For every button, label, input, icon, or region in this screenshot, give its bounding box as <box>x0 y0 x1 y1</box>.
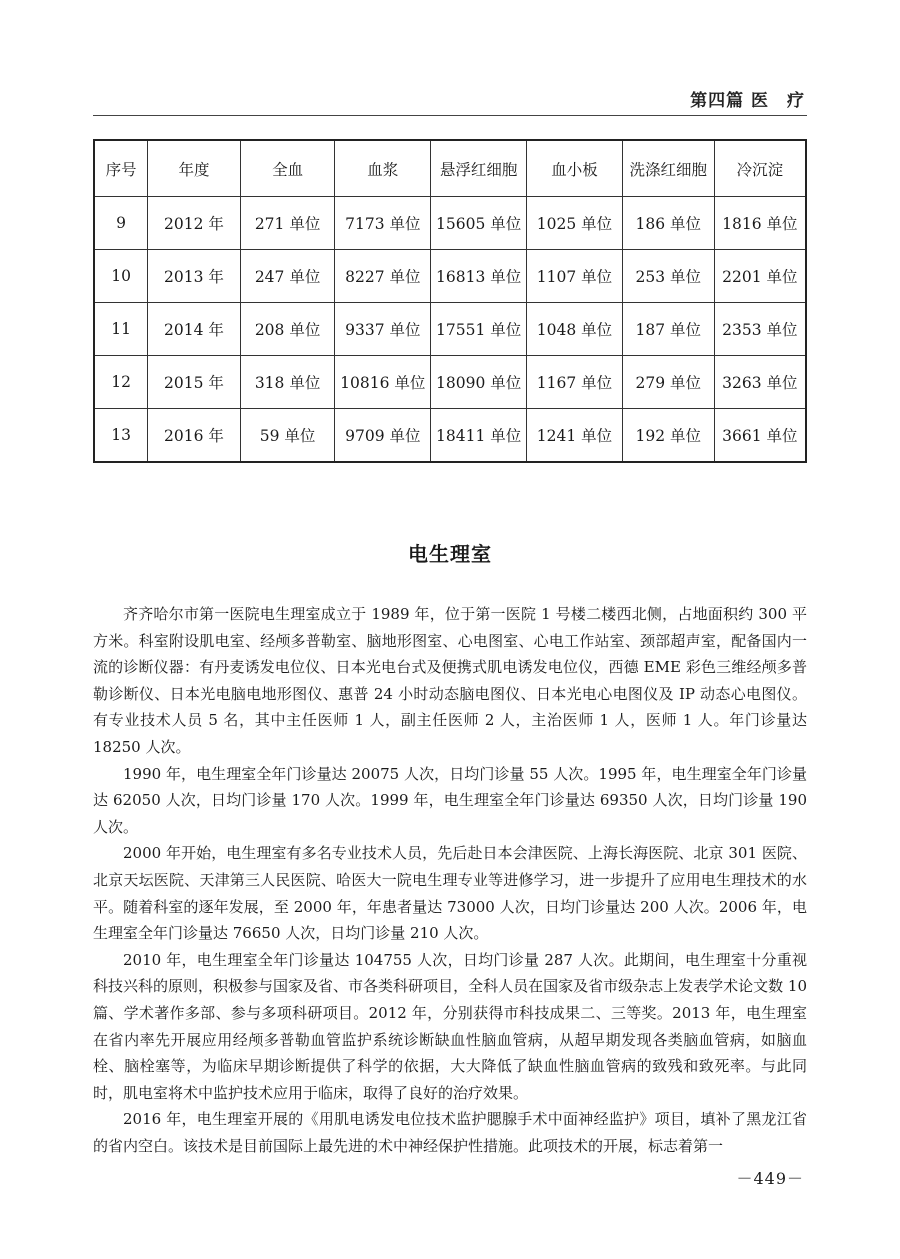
page-number: －449－ <box>736 1169 804 1188</box>
table-row <box>94 409 806 463</box>
table-cell: 10 <box>94 250 148 303</box>
table-cell: 2013 年 <box>148 250 241 303</box>
table-cell: 2353 单位 <box>714 303 806 356</box>
table-cell: 2014 年 <box>148 303 241 356</box>
table-cell: 279 单位 <box>622 356 714 409</box>
table-cell: 2201 单位 <box>714 250 806 303</box>
col-header-suspended-rbc: 悬浮红细胞 <box>431 140 527 197</box>
table-cell: 15605 单位 <box>431 197 527 250</box>
table-cell: 187 单位 <box>622 303 714 356</box>
table-row <box>94 250 806 303</box>
table-cell: 192 单位 <box>622 409 714 463</box>
chapter-title: 第四篇 医 疗 <box>690 91 805 111</box>
table-cell: 1107 单位 <box>527 250 623 303</box>
table-cell: 9709 单位 <box>335 409 431 463</box>
col-header-platelets: 血小板 <box>527 140 623 197</box>
paragraph: 齐齐哈尔市第一医院电生理室成立于 1989 年，位于第一医院 1 号楼二楼西北侧，占地面积约 300 平方米。科室附设肌电室、经颅多普勒室、脑地形图室、心电图室、心电工作站室、颈部超声室，配备国内一流的诊断仪器：有丹麦诱发电位仪、日本光电台式及便携式肌电诱发电位仪，西德 EME 彩色三维经颅多普勒诊断仪、日本光电脑电地形图仪、惠普 24 小时动态脑电图仪、日本光电心电图仪及 IP 动态心电图仪。有专业技术人员 5 名，其中主任医师 1 人，副主任医师 2 人，主治医师 1 人，医师 1 人。年门诊量达 18250 人次。 <box>93 605 807 756</box>
body-text <box>93 601 807 1159</box>
table-cell: 11 <box>94 303 148 356</box>
table-cell: 18411 单位 <box>431 409 527 463</box>
table-cell: 18090 单位 <box>431 356 527 409</box>
table-cell: 1816 单位 <box>714 197 806 250</box>
table-cell: 9337 单位 <box>335 303 431 356</box>
section-title: 电生理室 <box>408 542 492 566</box>
col-header-cryoprecipitate: 冷沉淀 <box>714 140 806 197</box>
table-cell: 8227 单位 <box>335 250 431 303</box>
table-cell: 10816 单位 <box>335 356 431 409</box>
table-cell: 7173 单位 <box>335 197 431 250</box>
col-header-plasma: 血浆 <box>335 140 431 197</box>
table-cell: 2015 年 <box>148 356 241 409</box>
table-header-row <box>94 140 806 197</box>
table-cell: 17551 单位 <box>431 303 527 356</box>
table-cell: 12 <box>94 356 148 409</box>
paragraph: 2000 年开始，电生理室有多名专业技术人员，先后赴日本会津医院、上海长海医院、北京 301 医院、北京天坛医院、天津第三人民医院、哈医大一院电生理专业等进修学习，进一步提升了应用电生理技术的水平。随着科室的逐年发展，至 2000 年，年患者量达 73000 人次，日均门诊量达 200 人次。2006 年，电生理室全年门诊量达 76650 人次，日均门诊量 210 人次。 <box>93 844 807 943</box>
paragraph: 2010 年，电生理室全年门诊量达 104755 人次，日均门诊量 287 人次。此期间，电生理室十分重视科技兴科的原则，积极参与国家及省、市各类科研项目，全科人员在国家及省市级杂志上发表学术论文数 10 篇、学术著作多部、参与多项科研项目。2012 年，分别获得市科技成果二、三等奖。2013 年，电生理室在省内率先开展应用经颅多普勒血管监护系统诊断缺血性脑血管病，从超早期发现各类脑血管病，如脑血栓、脑栓塞等，为临床早期诊断提供了科学的依据，大大降低了缺血性脑血管病的致残和致死率。与此同时，肌电室将术中监护技术应用于临床，取得了良好的治疗效果。 <box>93 950 807 1102</box>
table-cell: 253 单位 <box>622 250 714 303</box>
table-cell: 3263 单位 <box>714 356 806 409</box>
table-cell: 13 <box>94 409 148 463</box>
table-cell: 2012 年 <box>148 197 241 250</box>
table-cell: 1048 单位 <box>527 303 623 356</box>
col-header-washed-rbc: 洗涤红细胞 <box>622 140 714 197</box>
blood-supply-table <box>93 139 807 463</box>
paragraph: 2016 年，电生理室开展的《用肌电诱发电位技术监护腮腺手术中面神经监护》项目，填补了黑龙江省的省内空白。该技术是目前国际上最先进的术中神经保护性措施。此项技术的开展，标志着第一 <box>93 1110 807 1155</box>
table-cell: 186 单位 <box>622 197 714 250</box>
table-cell: 16813 单位 <box>431 250 527 303</box>
table-cell: 2016 年 <box>148 409 241 463</box>
col-header-year: 年度 <box>148 140 241 197</box>
table-cell: 318 单位 <box>240 356 335 409</box>
table-row <box>94 356 806 409</box>
table-cell: 208 单位 <box>240 303 335 356</box>
table-cell: 271 单位 <box>240 197 335 250</box>
col-header-whole-blood: 全血 <box>240 140 335 197</box>
table-cell: 1167 单位 <box>527 356 623 409</box>
table-cell: 247 单位 <box>240 250 335 303</box>
table-cell: 3661 单位 <box>714 409 806 463</box>
paragraph: 1990 年，电生理室全年门诊量达 20075 人次，日均门诊量 55 人次。1995 年，电生理室全年门诊量达 62050 人次，日均门诊量 170 人次。1999 年，电生理室全年门诊量达 69350 人次，日均门诊量 190 人次。 <box>93 764 807 836</box>
table-cell: 1241 单位 <box>527 409 623 463</box>
col-header-index: 序号 <box>94 140 148 197</box>
header-rule <box>93 115 807 116</box>
table-cell: 59 单位 <box>240 409 335 463</box>
table-cell: 9 <box>94 197 148 250</box>
table-cell: 1025 单位 <box>527 197 623 250</box>
running-header <box>93 86 807 112</box>
table-row <box>94 303 806 356</box>
table-row <box>94 197 806 250</box>
